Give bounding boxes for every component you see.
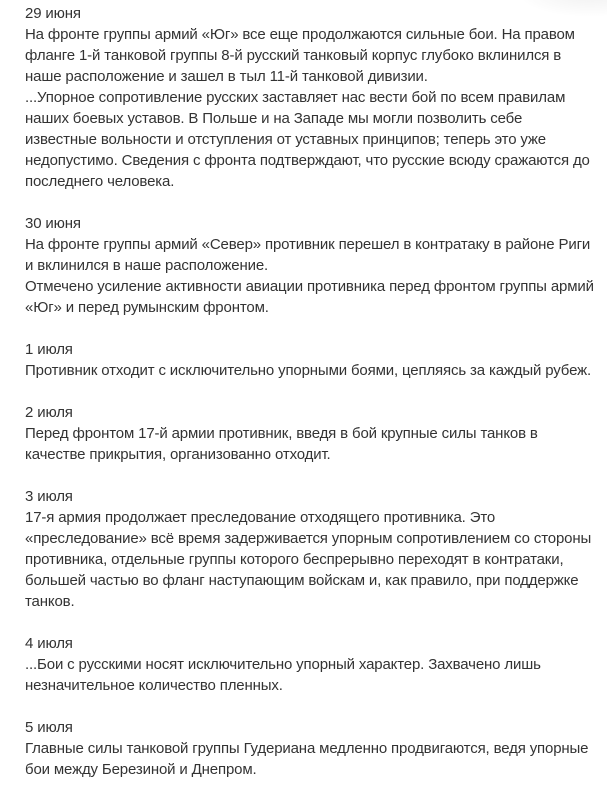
diary-entry-july-2	[25, 402, 595, 465]
entry-date: 3 июля	[25, 488, 73, 505]
entry-paragraph: 17-я армия продолжает преследование отходящего противника. Это «преследование» всё время задерживается упорным сопротивлением со стороны противника, отдельные группы которого беспрерывно переходят в контратаки, большей частью во фланг наступающим войскам и, как правило, при поддержке танков.	[25, 509, 592, 610]
entry-date: 2 июля	[25, 404, 73, 421]
entry-paragraph: Отмечено усиление активности авиации противника перед фронтом группы армий «Юг» и перед румынским фронтом.	[25, 278, 594, 316]
entry-date: 30 июня	[25, 215, 81, 232]
diary-entry-july-4	[25, 633, 595, 696]
entry-date: 4 июля	[25, 635, 73, 652]
entry-paragraph: Противник отходит с исключительно упорными боями, цепляясь за каждый рубеж.	[25, 362, 592, 379]
entry-paragraph: На фронте группы армий «Север» противник перешел в контратаку в районе Риги и вклинился в наше расположение.	[25, 236, 591, 274]
entry-date: 5 июля	[25, 719, 73, 736]
diary-entry-june-29	[25, 3, 595, 192]
entry-paragraph: ...Бои с русскими носят исключительно упорный характер. Захвачено лишь незначительное количество пленных.	[25, 656, 541, 694]
diary-entry-july-1	[25, 339, 595, 381]
entry-date: 29 июня	[25, 5, 81, 22]
diary-entry-july-3	[25, 486, 595, 612]
diary-entry-june-30	[25, 213, 595, 318]
entry-paragraph: Перед фронтом 17-й армии противник, введя в бой крупные силы танков в качестве прикрытия, организованно отходит.	[25, 425, 538, 463]
entry-paragraph: Главные силы танковой группы Гудериана медленно продвигаются, ведя упорные бои между Березиной и Днепром.	[25, 740, 589, 778]
entry-paragraph: ...Упорное сопротивление русских заставляет нас вести бой по всем правилам наших боевых уставов. В Польше и на Западе мы могли позволить себе известные вольности и отступления от уставных принципов; теперь это уже недопустимо. Сведения с фронта подтверждают, что русские всюду сражаются до последнего человека.	[25, 89, 590, 190]
entry-date: 1 июля	[25, 341, 73, 358]
diary-entry-july-5	[25, 717, 595, 780]
diary-article	[25, 3, 595, 801]
entry-paragraph: На фронте группы армий «Юг» все еще продолжаются сильные бои. На правом фланге 1-й танковой группы 8-й русский танковый корпус глубоко вклинился в наше расположение и зашел в тыл 11-й танковой дивизии.	[25, 26, 575, 85]
